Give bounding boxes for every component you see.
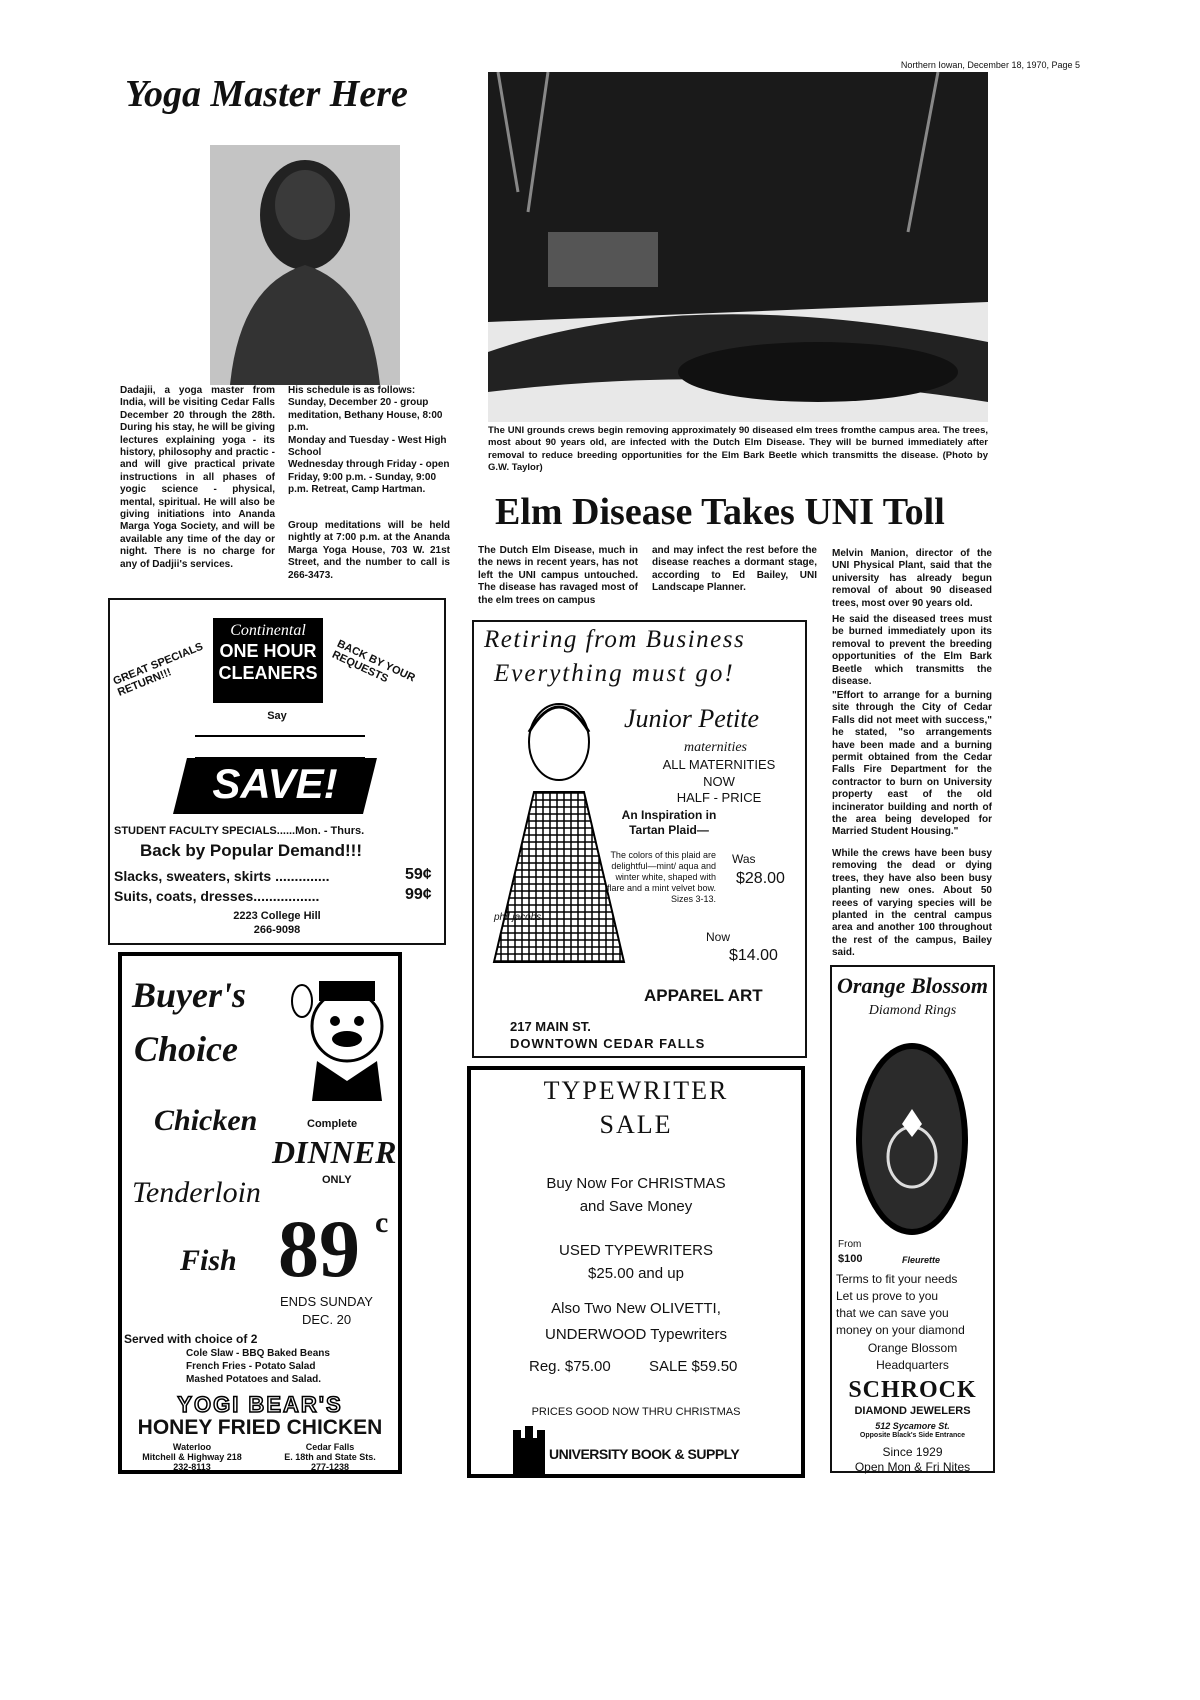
- yoga-master-photo: [210, 145, 400, 385]
- typewriter-line-1: Buy Now For CHRISTMAS: [546, 1175, 726, 1192]
- cleaners-price-1: 59¢: [405, 866, 432, 883]
- buyers-line-2: Choice: [134, 1029, 238, 1069]
- elm-column-3c: "Effort to arrange for a burning site through the City of Cedar Falls did not meet with success," he stated, "so arrangements have been made and a burning permit obtained from the Cedar Falls Fire Department for the contractor to burn on University property east of the old incinerator building and north of the area being developed for Married Student Housing.": [832, 690, 992, 838]
- retiring-was-price: $28.00: [736, 870, 785, 887]
- cleaners-popular: Back by Popular Demand!!!: [140, 841, 362, 860]
- plaid-dress-illustration: [484, 692, 634, 982]
- cleaners-price-2: 99¢: [405, 886, 432, 903]
- buyers-tenderloin: Tenderloin: [132, 1176, 261, 1209]
- buyers-loc1-addr: Mitchell & Highway 218: [142, 1452, 242, 1462]
- buyers-chicken: Chicken: [154, 1104, 258, 1137]
- retiring-was: Was: [732, 852, 756, 866]
- typewriter-ad: [467, 1066, 805, 1478]
- elm-tree-scene: [488, 72, 988, 422]
- buyers-loc1-phone: 232-8113: [173, 1462, 211, 1472]
- retiring-inspiration-1: An Inspiration in: [621, 808, 717, 822]
- buyers-line-1: Buyer's: [132, 975, 247, 1015]
- retiring-all: ALL MATERNITIES: [662, 757, 776, 772]
- elm-column-3d: While the crews have been busy removing the dead or dying trees, they have also been busy planting new ones. About 50 reees of varying species will be planted in the central campus area and another 100 throughout the rest of the campus, Bailey said.: [832, 848, 992, 959]
- cleaners-say: Say: [267, 710, 287, 722]
- designer-signature: phil jacobs: [494, 912, 542, 923]
- buyers-complete: Complete: [307, 1118, 358, 1130]
- buyers-only: ONLY: [322, 1174, 352, 1186]
- cleaners-address: 2223 College Hill: [233, 910, 321, 922]
- retiring-headline-1: Retiring from Business: [484, 626, 746, 653]
- buyers-served: Served with choice of 2: [124, 1332, 258, 1346]
- typewriter-line-4: $25.00 and up: [588, 1265, 684, 1282]
- junior-petite-logo: Junior Petite: [624, 704, 760, 733]
- cleaners-item-2: Suits, coats, dresses.................: [114, 888, 320, 904]
- retiring-description: The colors of this plaid are delightful—mint/ aqua and winter white, shaped with flare and a mint velvet bow. Sizes 3-13.: [606, 850, 716, 904]
- typewriter-line-2: and Save Money: [579, 1198, 693, 1215]
- yoga-column-2a: His schedule is as follows: Sunday, December 20 - group meditation, Bethany House, 8:00 p.m. Monday and Tuesday - West High School Wednesday through Friday - open Friday, 9:00 p.m. - Sunday, 9:00 p.m. Retreat, Camp Hartman.: [288, 385, 450, 496]
- yoga-column-2b: Group meditations will be held nightly at 7:00 p.m. at the Ananda Marga Yoga House, 703 W. 21st Street, and the number to call is 266-3473.: [288, 520, 450, 581]
- orange-price: $100: [838, 1253, 863, 1265]
- buyers-price: 89: [278, 1203, 360, 1294]
- typewriter-sale-price: SALE $59.50: [649, 1358, 738, 1375]
- cleaners-logo: [213, 618, 323, 703]
- masthead: Northern Iowan, December 18, 1970, Page 5: [900, 60, 1080, 70]
- junior-petite-sub: maternities: [684, 740, 747, 755]
- buyers-location-1: [122, 1442, 262, 1472]
- buyers-loc2-phone: 277-1238: [310, 1462, 350, 1472]
- yogi-bear-mascot: [287, 971, 397, 1101]
- elm-column-3a: Melvin Manion, director of the UNI Physical Plant, said that the university has already begun removal of about 90 diseased trees, most over 90 years old.: [832, 548, 992, 609]
- typewriter-title-1: TYPEWRITER: [543, 1076, 729, 1105]
- cleaners-phone: 266-9098: [253, 924, 301, 936]
- orange-line-4: money on your diamond: [836, 1323, 965, 1337]
- yoga-column-1: Dadajii, a yoga master from India, will be visiting Cedar Falls December 20 through the 28th. During his stay, he will be giving lectures explaining yoga - its history, philosophy and practic - and will give practical private instructions in all phases of yogic science - physical, mental, spiritual. He will also be giving initiations into Ananda Marga Yoga Society, and will be available any time of the day or night. There is no charge for any of Dadjii's services.: [120, 385, 275, 570]
- typewriter-prices-good: PRICES GOOD NOW THRU CHRISTMAS: [531, 1406, 741, 1418]
- elm-photo-caption: The UNI grounds crews begin removing approximately 90 diseased elm trees fromthe campus area. The trees, most about 90 years old, are infected with the Dutch Elm Disease. They will be burned immediately after removal to reduce breeding opportunities for the Elm Bark Beetle which transmitts the disease. (Photo by G.W. Taylor): [488, 425, 988, 474]
- orange-model: Fleurette: [902, 1255, 941, 1265]
- buyers-brand: YOGI BEAR'S: [177, 1392, 343, 1417]
- orange-blossom-ad: [830, 965, 995, 1473]
- buyers-dinner: DINNER: [272, 1134, 397, 1170]
- buyers-date: DEC. 20: [302, 1312, 352, 1327]
- cleaners-right-arc: BACK BY YOUR REQUESTS: [330, 637, 417, 686]
- cleaners-item-1: Slacks, sweaters, skirts ..............: [114, 868, 330, 884]
- retiring-inspiration-2: Tartan Plaid—: [629, 823, 709, 837]
- elm-column-3b: He said the diseased trees must be burned immediately upon its removal to prevent the breeding opportunities of the Elm Bark Beetle which transmitts the disease.: [832, 614, 992, 688]
- cleaners-specials: STUDENT FACULTY SPECIALS......Mon. - Thurs.: [114, 825, 365, 837]
- typewriter-line-5: Also Two New OLIVETTI,: [551, 1300, 721, 1317]
- university-book-name: UNIVERSITY BOOK & SUPPLY: [549, 1446, 740, 1462]
- retiring-now: NOW: [703, 774, 735, 789]
- typewriter-line-6: UNDERWOOD Typewriters: [545, 1326, 727, 1343]
- orange-line-5: Orange Blossom: [867, 1341, 958, 1355]
- schrock-since: Since 1929: [882, 1445, 943, 1459]
- typewriter-reg-price: Reg. $75.00: [529, 1358, 611, 1375]
- apparel-art-address-2: DOWNTOWN CEDAR FALLS: [510, 1036, 706, 1051]
- buyers-brand-2: HONEY FRIED CHICKEN: [137, 1416, 383, 1439]
- retiring-now-price: $14.00: [729, 947, 778, 964]
- schrock-open: Open Mon & Fri Nites: [854, 1460, 971, 1474]
- orange-line-6: Headquarters: [876, 1358, 949, 1372]
- schrock-address-2: Opposite Black's Side Entrance: [859, 1432, 966, 1439]
- retiring-now-label: Now: [706, 930, 731, 944]
- orange-line-3: that we can save you: [836, 1306, 949, 1320]
- buyers-loc2-city: Cedar Falls: [305, 1442, 355, 1452]
- university-book-logo: [509, 1424, 549, 1474]
- buyers-side-3: Mashed Potatoes and Salad.: [186, 1374, 322, 1385]
- elm-column-2: and may infect the rest before the disease reaches a dormant stage, according to Ed Bailey, UNI Landscape Planner.: [652, 545, 817, 594]
- yoga-headline: Yoga Master Here: [125, 73, 408, 115]
- cleaners-speed-lines: [195, 735, 365, 759]
- buyers-side-1: Cole Slaw - BBQ Baked Beans: [186, 1348, 330, 1359]
- typewriter-title-2: SALE: [599, 1110, 673, 1139]
- buyers-choice-ad: [118, 952, 402, 1474]
- orange-blossom-sub: Diamond Rings: [868, 1003, 957, 1018]
- cleaners-ad: [108, 598, 446, 945]
- schrock-address: 512 Sycamore St.: [875, 1421, 950, 1431]
- buyers-loc2-addr: E. 18th and State Sts.: [284, 1452, 376, 1462]
- orange-from: From: [838, 1239, 862, 1250]
- yoga-master-figure: [210, 145, 400, 385]
- schrock-name: SCHROCK: [848, 1377, 977, 1403]
- buyers-location-2: [262, 1442, 398, 1472]
- retiring-ad: [472, 620, 807, 1058]
- elm-column-1: The Dutch Elm Disease, much in the news in recent years, has not left the UNI campus untouched. The disease has ravaged most of the elm trees on campus: [478, 545, 638, 606]
- cleaners-script: Continental: [230, 622, 306, 639]
- apparel-art-address-1: 217 MAIN ST.: [510, 1019, 591, 1034]
- apparel-art-name: APPAREL ART: [644, 986, 763, 1005]
- buyers-loc1-city: Waterloo: [172, 1442, 212, 1452]
- buyers-side-2: French Fries - Potato Salad: [186, 1361, 316, 1372]
- diamond-ring-oval: [852, 1039, 972, 1239]
- orange-line-2: Let us prove to you: [836, 1289, 939, 1303]
- cleaners-save-text: SAVE!: [212, 760, 338, 807]
- orange-line-1: Terms to fit your needs: [836, 1272, 958, 1286]
- retiring-half: HALF - PRICE: [676, 790, 762, 805]
- retiring-headline-2: Everything must go!: [494, 660, 735, 687]
- cleaners-left-arc: GREAT SPECIALS RETURN!!!: [111, 640, 205, 699]
- elm-tree-photo: [488, 72, 988, 422]
- typewriter-line-3: USED TYPEWRITERS: [559, 1242, 713, 1259]
- schrock-sub: DIAMOND JEWELERS: [854, 1405, 971, 1417]
- cleaners-name-2: CLEANERS: [218, 663, 318, 683]
- buyers-price-cent: c: [375, 1206, 389, 1239]
- cleaners-name-1: ONE HOUR: [219, 641, 317, 661]
- elm-headline: Elm Disease Takes UNI Toll: [495, 491, 945, 533]
- buyers-fish: Fish: [180, 1244, 237, 1277]
- buyers-ends: ENDS SUNDAY: [280, 1294, 373, 1309]
- orange-blossom-title: Orange Blossom: [837, 973, 988, 998]
